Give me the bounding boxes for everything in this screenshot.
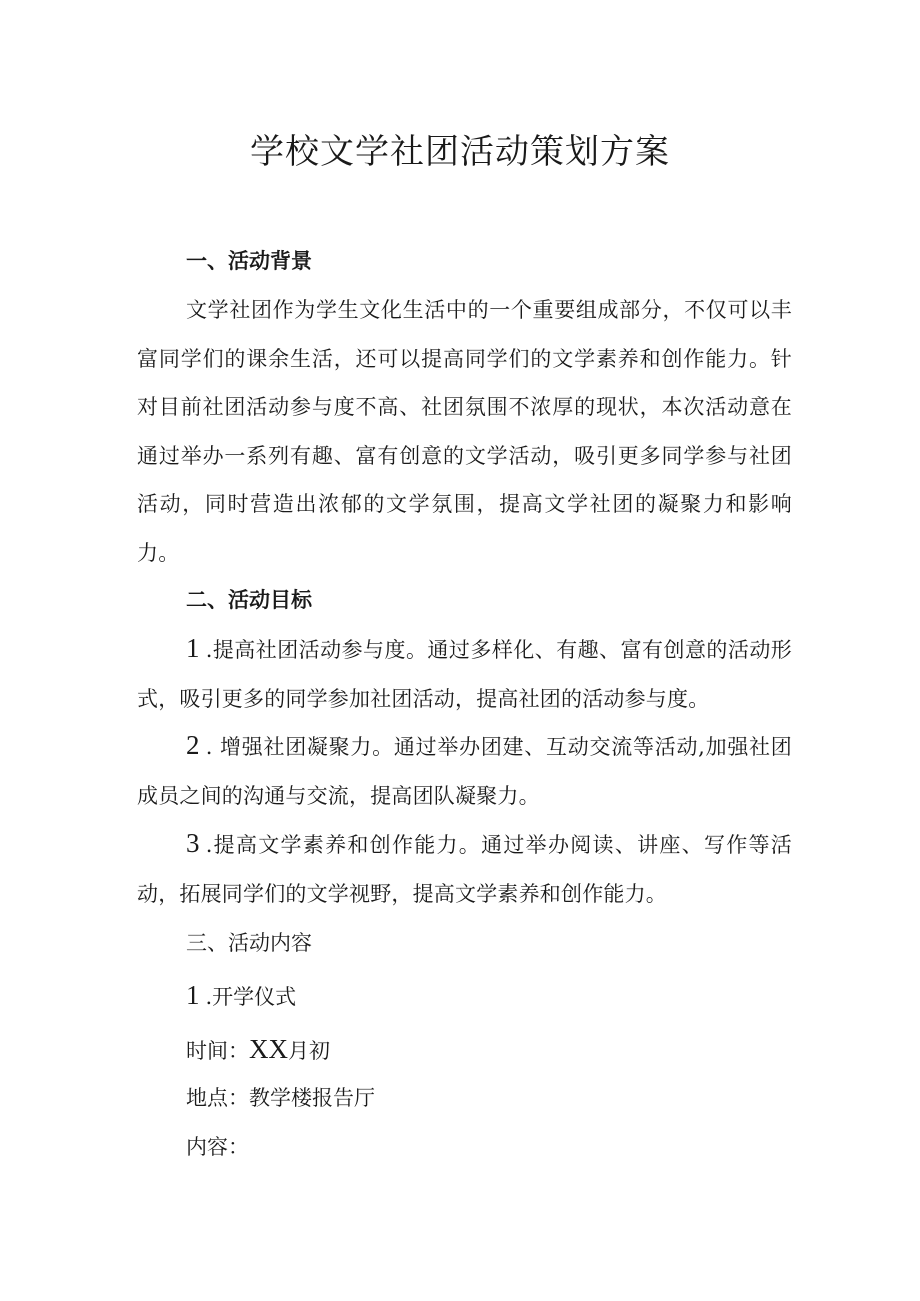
content-item-1	[186, 980, 296, 1012]
time-label: 时间：	[186, 1039, 249, 1063]
time-suffix: 月初	[288, 1039, 330, 1063]
section-heading-background: 一、活动背景	[186, 249, 312, 273]
place-line: 地点：教学楼报告厅	[186, 1086, 375, 1110]
time-value: XX	[249, 1034, 288, 1064]
content-text-1: .开学仪式	[205, 985, 297, 1009]
goal-text-3: .提高文学素养和创作能力。通过举办阅读、讲座、写作等活动，拓展同学们的文学视野，提高文学素养和创作能力。	[137, 833, 792, 906]
time-line	[186, 1034, 330, 1066]
section-heading-goals: 二、活动目标	[186, 588, 312, 612]
content-number-1: 1	[186, 980, 200, 1010]
goal-number-3: 3	[186, 828, 200, 858]
goal-text-2: . 增强社团凝聚力。通过举办团建、互动交流等活动,加强社团成员之间的沟通与交流，提高团队凝聚力。	[137, 735, 792, 808]
goal-number-1: 1	[186, 633, 200, 663]
section-heading-content: 三、活动内容	[186, 931, 312, 955]
goal-number-2: 2	[186, 730, 200, 760]
document-title: 学校文学社团活动策划方案	[250, 132, 670, 172]
goal-item-3	[137, 819, 792, 918]
goal-item-2	[137, 721, 792, 820]
goal-item-1	[137, 624, 792, 723]
content-label: 内容：	[186, 1135, 249, 1159]
goal-text-1: .提高社团活动参与度。通过多样化、有趣、富有创意的活动形式，吸引更多的同学参加社团活动，提高社团的活动参与度。	[137, 638, 792, 711]
background-paragraph: 文学社团作为学生文化生活中的一个重要组成部分，不仅可以丰富同学们的课余生活，还可以提高同学们的文学素养和创作能力。针对目前社团活动参与度不高、社团氛围不浓厚的现状，本次活动意在通过举办一系列有趣、富有创意的文学活动，吸引更多同学参与社团活动，同时营造出浓郁的文学氛围，提高文学社团的凝聚力和影响力。	[137, 298, 792, 565]
